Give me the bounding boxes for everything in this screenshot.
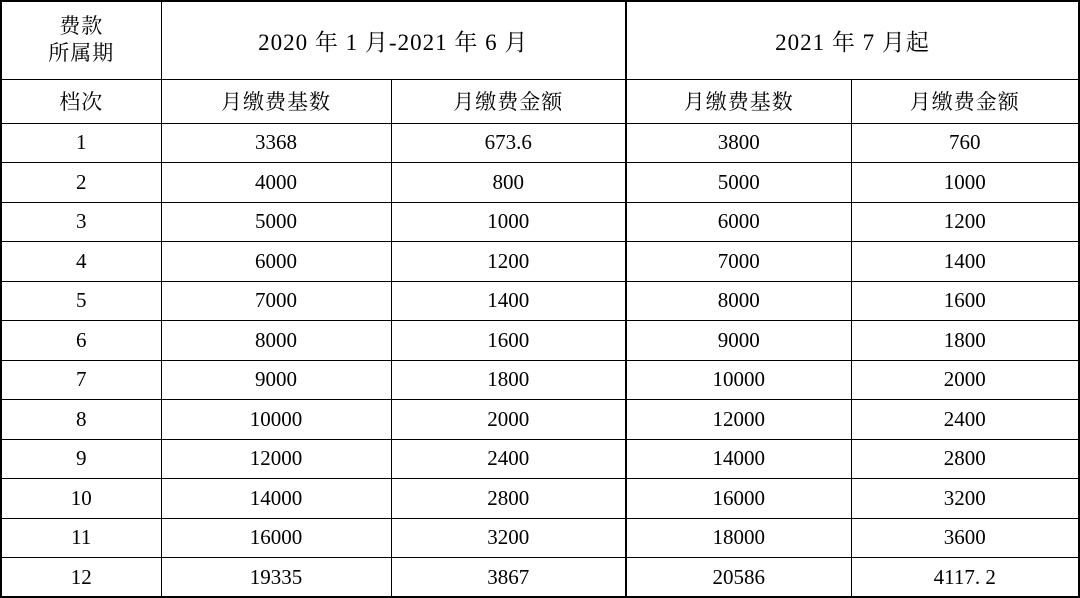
cell-basis-1: 4000 — [161, 163, 391, 203]
cell-basis-2: 20586 — [626, 558, 851, 598]
cell-basis-2: 8000 — [626, 281, 851, 321]
cell-basis-1: 10000 — [161, 400, 391, 440]
header-cell-period-1: 2020 年 1 月-2021 年 6 月 — [161, 1, 626, 79]
table-row — [1, 242, 1079, 282]
cell-amount-1: 1800 — [391, 360, 626, 400]
cell-amount-2: 3200 — [851, 479, 1079, 519]
cell-basis-1: 16000 — [161, 518, 391, 558]
cell-amount-1: 3200 — [391, 518, 626, 558]
header-cell-amount-1: 月缴费金额 — [391, 79, 626, 123]
cell-basis-2: 3800 — [626, 123, 851, 163]
table-row — [1, 202, 1079, 242]
table-row — [1, 400, 1079, 440]
cell-tier: 12 — [1, 558, 161, 598]
cell-basis-2: 5000 — [626, 163, 851, 203]
cell-basis-2: 10000 — [626, 360, 851, 400]
cell-basis-1: 19335 — [161, 558, 391, 598]
table-row — [1, 321, 1079, 361]
cell-amount-1: 1400 — [391, 281, 626, 321]
cell-amount-1: 1200 — [391, 242, 626, 282]
table-row — [1, 439, 1079, 479]
cell-basis-1: 7000 — [161, 281, 391, 321]
header-cell-basis-1: 月缴费基数 — [161, 79, 391, 123]
cell-basis-2: 14000 — [626, 439, 851, 479]
cell-basis-1: 12000 — [161, 439, 391, 479]
cell-amount-2: 2800 — [851, 439, 1079, 479]
table-header-row-periods — [1, 1, 1079, 79]
cell-amount-2: 760 — [851, 123, 1079, 163]
cell-tier: 6 — [1, 321, 161, 361]
cell-basis-1: 3368 — [161, 123, 391, 163]
cell-amount-1: 800 — [391, 163, 626, 203]
cell-basis-2: 7000 — [626, 242, 851, 282]
cell-amount-1: 3867 — [391, 558, 626, 598]
cell-basis-2: 18000 — [626, 518, 851, 558]
table-row — [1, 479, 1079, 519]
cell-amount-2: 2000 — [851, 360, 1079, 400]
cell-amount-1: 2000 — [391, 400, 626, 440]
cell-basis-2: 9000 — [626, 321, 851, 361]
cell-basis-2: 16000 — [626, 479, 851, 519]
cell-amount-1: 2800 — [391, 479, 626, 519]
header-period-line1: 费款 — [59, 13, 104, 38]
header-period-line2: 所属期 — [48, 41, 115, 66]
cell-amount-2: 3600 — [851, 518, 1079, 558]
cell-tier: 9 — [1, 439, 161, 479]
cell-tier: 2 — [1, 163, 161, 203]
cell-basis-1: 9000 — [161, 360, 391, 400]
cell-amount-2: 1400 — [851, 242, 1079, 282]
cell-tier: 7 — [1, 360, 161, 400]
cell-amount-2: 1000 — [851, 163, 1079, 203]
cell-tier: 1 — [1, 123, 161, 163]
cell-amount-1: 673.6 — [391, 123, 626, 163]
cell-amount-2: 1200 — [851, 202, 1079, 242]
cell-basis-1: 5000 — [161, 202, 391, 242]
table-header-row-subcolumns — [1, 79, 1079, 123]
cell-basis-1: 6000 — [161, 242, 391, 282]
table-row — [1, 163, 1079, 203]
cell-tier: 5 — [1, 281, 161, 321]
table-row — [1, 360, 1079, 400]
table-row — [1, 123, 1079, 163]
cell-tier: 4 — [1, 242, 161, 282]
cell-basis-1: 8000 — [161, 321, 391, 361]
cell-tier: 8 — [1, 400, 161, 440]
cell-amount-1: 1000 — [391, 202, 626, 242]
cell-basis-1: 14000 — [161, 479, 391, 519]
cell-amount-1: 2400 — [391, 439, 626, 479]
header-cell-period-2: 2021 年 7 月起 — [626, 1, 1079, 79]
header-cell-tier: 档次 — [1, 79, 161, 123]
table-row — [1, 281, 1079, 321]
cell-tier: 10 — [1, 479, 161, 519]
cell-amount-2: 1600 — [851, 281, 1079, 321]
cell-basis-2: 6000 — [626, 202, 851, 242]
cell-amount-2: 4117. 2 — [851, 558, 1079, 598]
table-row — [1, 558, 1079, 598]
cell-tier: 11 — [1, 518, 161, 558]
cell-amount-2: 1800 — [851, 321, 1079, 361]
cell-tier: 3 — [1, 202, 161, 242]
table-row — [1, 518, 1079, 558]
header-cell-period-label — [1, 1, 161, 79]
cell-amount-1: 1600 — [391, 321, 626, 361]
cell-basis-2: 12000 — [626, 400, 851, 440]
header-cell-basis-2: 月缴费基数 — [626, 79, 851, 123]
header-cell-amount-2: 月缴费金额 — [851, 79, 1079, 123]
cell-amount-2: 2400 — [851, 400, 1079, 440]
